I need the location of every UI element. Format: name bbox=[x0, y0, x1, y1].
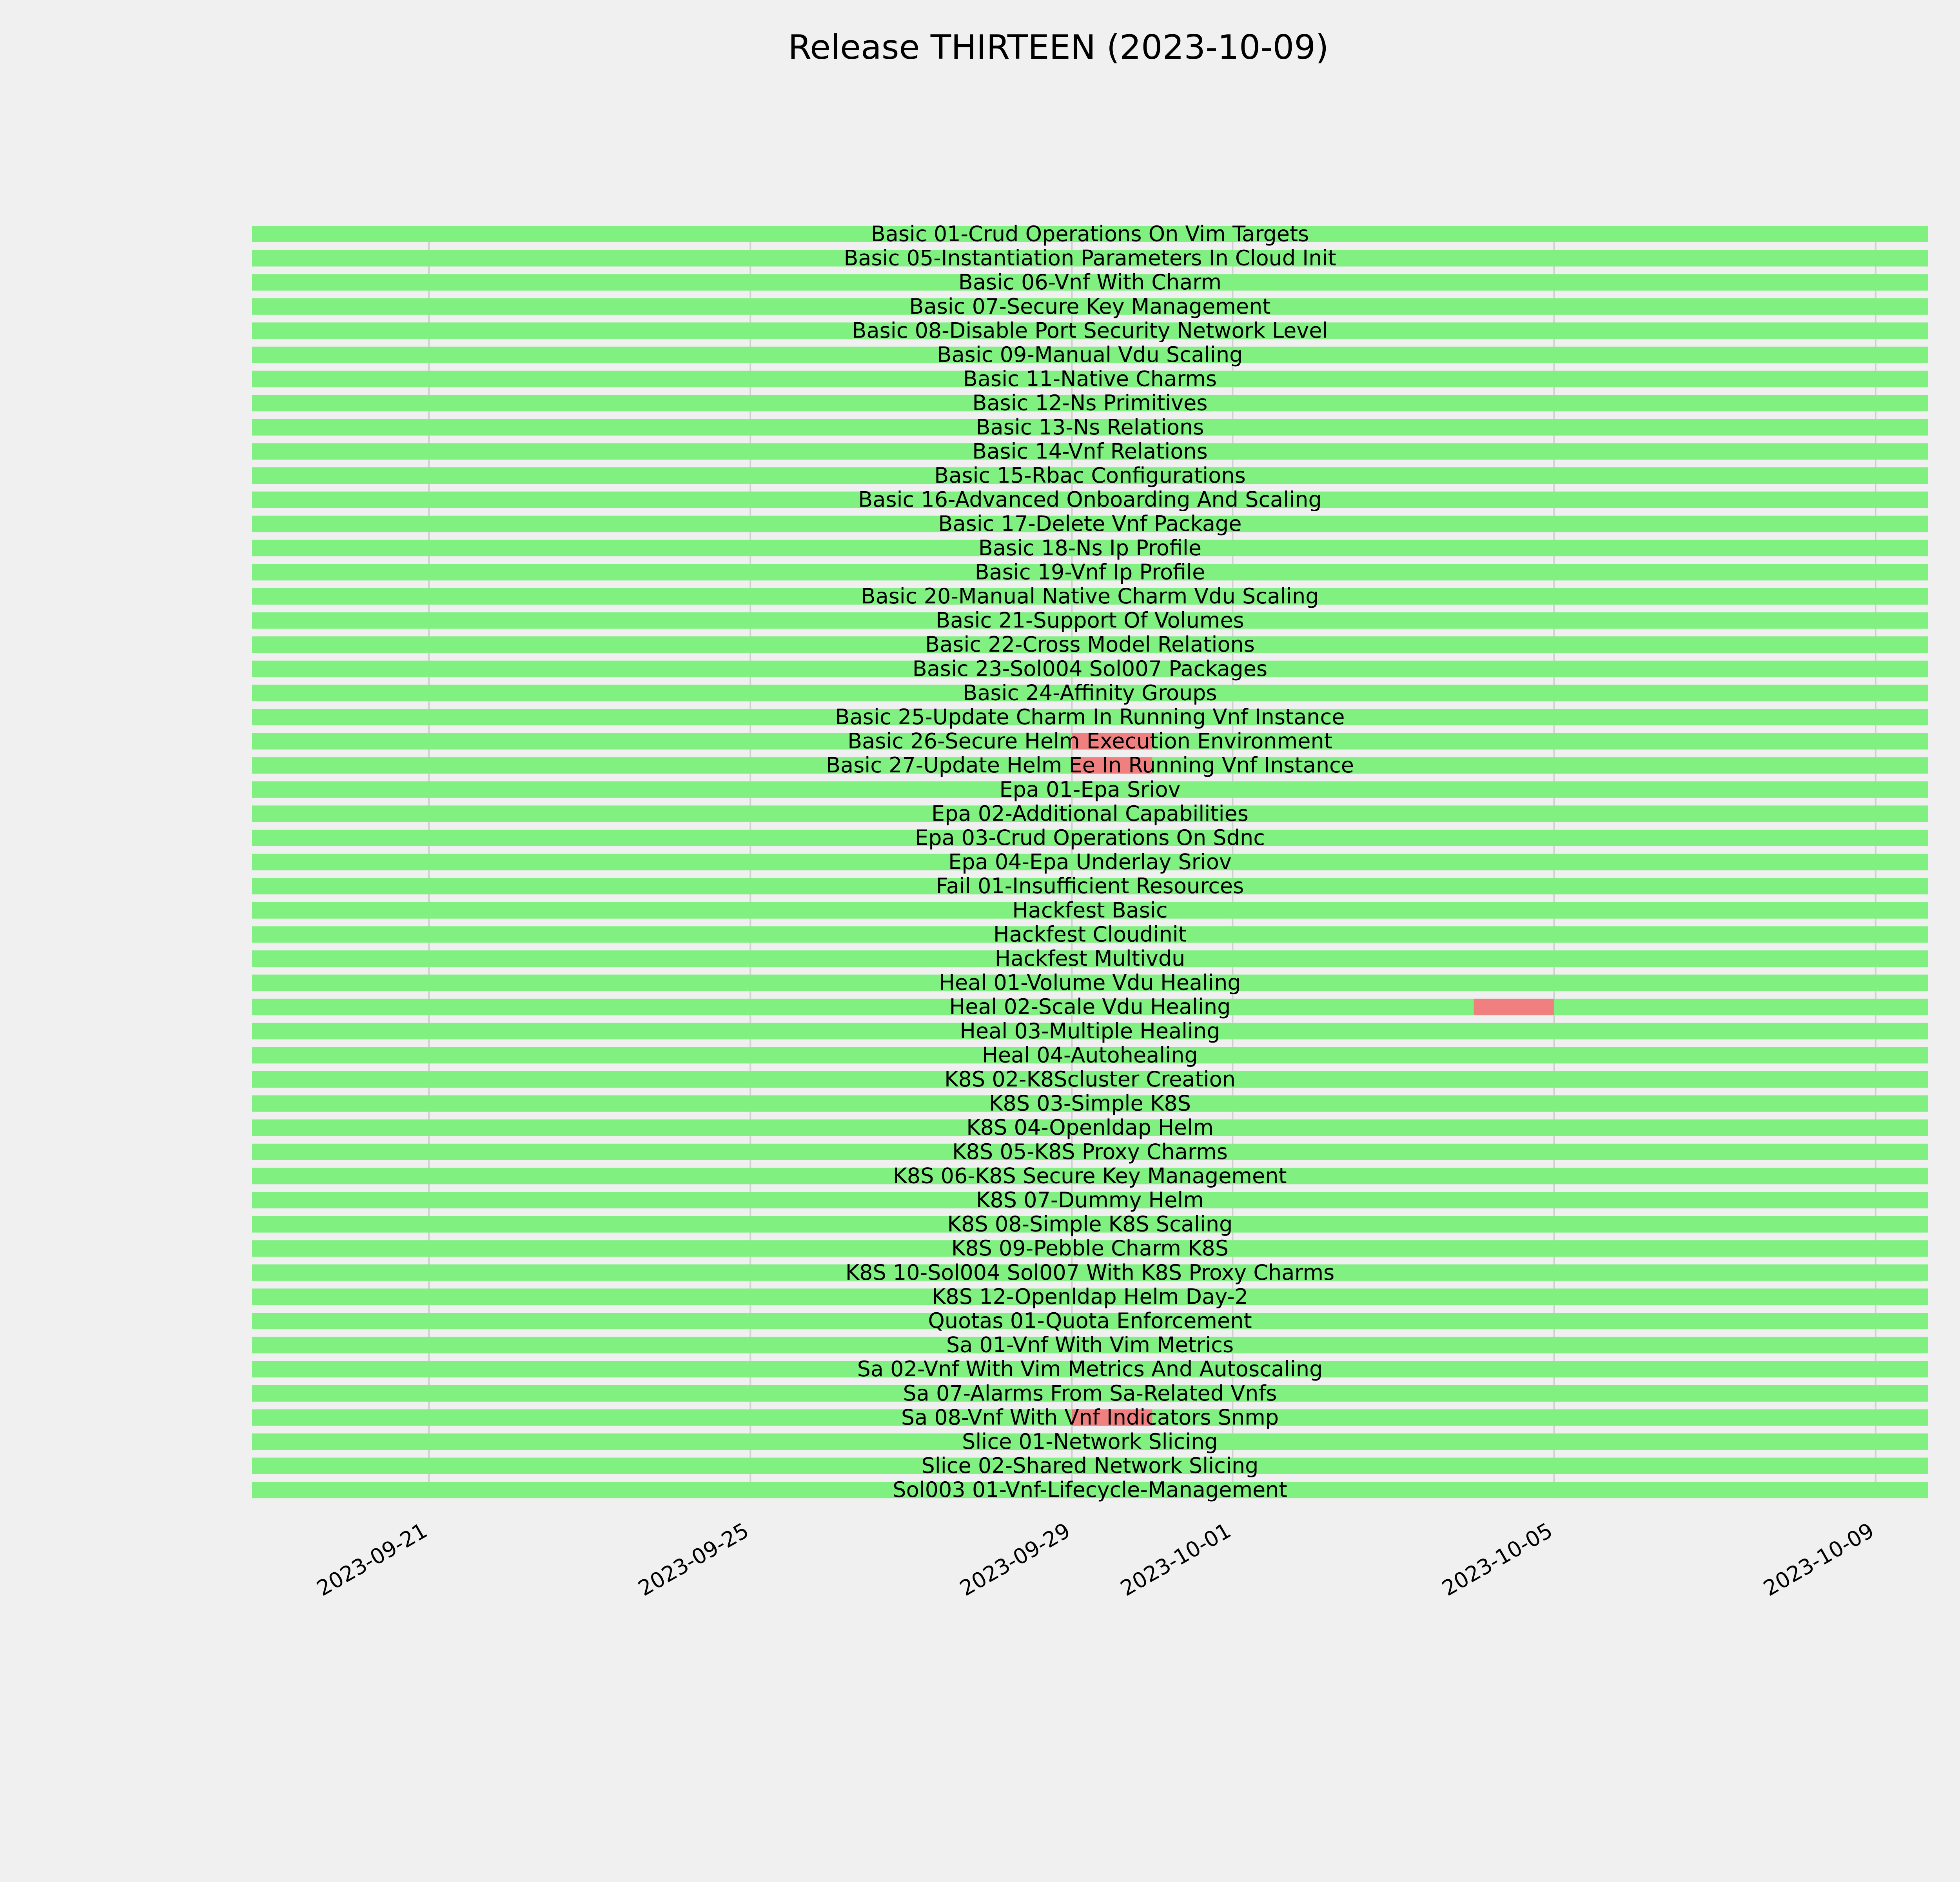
x-tick-label: 2023-10-01 bbox=[1116, 1518, 1235, 1601]
row-label: Hackfest Multivdu bbox=[995, 946, 1185, 971]
row-label: Basic 01-Crud Operations On Vim Targets bbox=[871, 222, 1309, 246]
row-label: Basic 17-Delete Vnf Package bbox=[938, 511, 1242, 536]
row-label: Basic 20-Manual Native Charm Vdu Scaling bbox=[861, 584, 1319, 609]
row-label: Heal 04-Autohealing bbox=[982, 1043, 1198, 1068]
row-label: Basic 12-Ns Primitives bbox=[972, 391, 1208, 416]
row-label: K8S 03-Simple K8S bbox=[989, 1091, 1191, 1116]
row-label: Sol003 01-Vnf-Lifecycle-Management bbox=[893, 1477, 1287, 1502]
row-label: Basic 08-Disable Port Security Network Level bbox=[852, 318, 1328, 343]
row-label: K8S 04-Openldap Helm bbox=[966, 1115, 1214, 1140]
row-label: Epa 04-Epa Underlay Sriov bbox=[948, 849, 1232, 874]
row-label: Heal 02-Scale Vdu Healing bbox=[949, 994, 1231, 1019]
row-label: Sa 07-Alarms From Sa-Related Vnfs bbox=[903, 1381, 1277, 1406]
x-tick-label: 2023-09-25 bbox=[634, 1518, 753, 1601]
row-label: K8S 08-Simple K8S Scaling bbox=[947, 1212, 1233, 1237]
row-label: Slice 02-Shared Network Slicing bbox=[921, 1453, 1259, 1478]
row-label: Basic 27-Update Helm Ee In Running Vnf Instance bbox=[826, 753, 1354, 778]
row-label: Basic 21-Support Of Volumes bbox=[936, 608, 1244, 633]
row-label: Quotas 01-Quota Enforcement bbox=[928, 1308, 1252, 1333]
row-label: Basic 26-Secure Helm Execution Environment bbox=[848, 728, 1332, 754]
row-label: K8S 09-Pebble Charm K8S bbox=[951, 1236, 1229, 1261]
row-label: Basic 07-Secure Key Management bbox=[909, 294, 1271, 319]
row-label: K8S 07-Dummy Helm bbox=[976, 1188, 1204, 1212]
row-label: Hackfest Basic bbox=[1012, 897, 1168, 923]
row-label: Heal 01-Volume Vdu Healing bbox=[939, 970, 1241, 995]
row-label: Basic 15-Rbac Configurations bbox=[934, 463, 1246, 488]
chart-title: Release THIRTEEN (2023-10-09) bbox=[788, 28, 1329, 67]
x-tick-label: 2023-09-29 bbox=[955, 1518, 1074, 1601]
row-label: Basic 16-Advanced Onboarding And Scaling bbox=[858, 487, 1322, 512]
row-label: Heal 03-Multiple Healing bbox=[960, 1018, 1220, 1043]
row-label: Basic 11-Native Charms bbox=[963, 366, 1217, 391]
row-label: Basic 24-Affinity Groups bbox=[963, 680, 1217, 705]
row-label: Sa 02-Vnf With Vim Metrics And Autoscaling bbox=[857, 1357, 1323, 1382]
row-label: Slice 01-Network Slicing bbox=[962, 1429, 1218, 1454]
x-tick-label: 2023-10-05 bbox=[1437, 1518, 1557, 1601]
row-label: Epa 02-Additional Capabilities bbox=[931, 801, 1249, 826]
row-label: Basic 13-Ns Relations bbox=[976, 414, 1204, 440]
row-label: Basic 19-Vnf Ip Profile bbox=[975, 560, 1205, 585]
row-label: K8S 06-K8S Secure Key Management bbox=[893, 1163, 1287, 1188]
row-label: Basic 22-Cross Model Relations bbox=[925, 632, 1255, 657]
row-label: Basic 09-Manual Vdu Scaling bbox=[937, 342, 1243, 367]
row-label: Sa 08-Vnf With Vnf Indicators Snmp bbox=[901, 1405, 1279, 1430]
row-label: Epa 01-Epa Sriov bbox=[999, 777, 1181, 802]
row-label: Sa 01-Vnf With Vim Metrics bbox=[946, 1332, 1234, 1357]
row-label: Hackfest Cloudinit bbox=[993, 922, 1187, 947]
row-label: Basic 18-Ns Ip Profile bbox=[978, 535, 1202, 560]
row-label: K8S 12-Openldap Helm Day-2 bbox=[931, 1284, 1249, 1309]
row-label: K8S 10-Sol004 Sol007 With K8S Proxy Charms bbox=[845, 1260, 1335, 1285]
row-label: Epa 03-Crud Operations On Sdnc bbox=[915, 825, 1265, 850]
row-label: K8S 05-K8S Proxy Charms bbox=[952, 1139, 1228, 1164]
fail-bar bbox=[1474, 999, 1554, 1015]
row-label: Basic 05-Instantiation Parameters In Cloud Init bbox=[844, 245, 1336, 271]
row-label: Basic 06-Vnf With Charm bbox=[958, 270, 1222, 295]
row-label: Basic 23-Sol004 Sol007 Packages bbox=[912, 656, 1268, 681]
row-label: K8S 02-K8Scluster Creation bbox=[944, 1067, 1236, 1092]
row-label: Basic 14-Vnf Relations bbox=[972, 439, 1208, 464]
x-tick-label: 2023-10-09 bbox=[1759, 1518, 1878, 1601]
row-label: Basic 25-Update Charm In Running Vnf Instance bbox=[835, 705, 1345, 729]
row-label: Fail 01-Insufficient Resources bbox=[936, 874, 1244, 899]
x-tick-label: 2023-09-21 bbox=[312, 1518, 432, 1601]
